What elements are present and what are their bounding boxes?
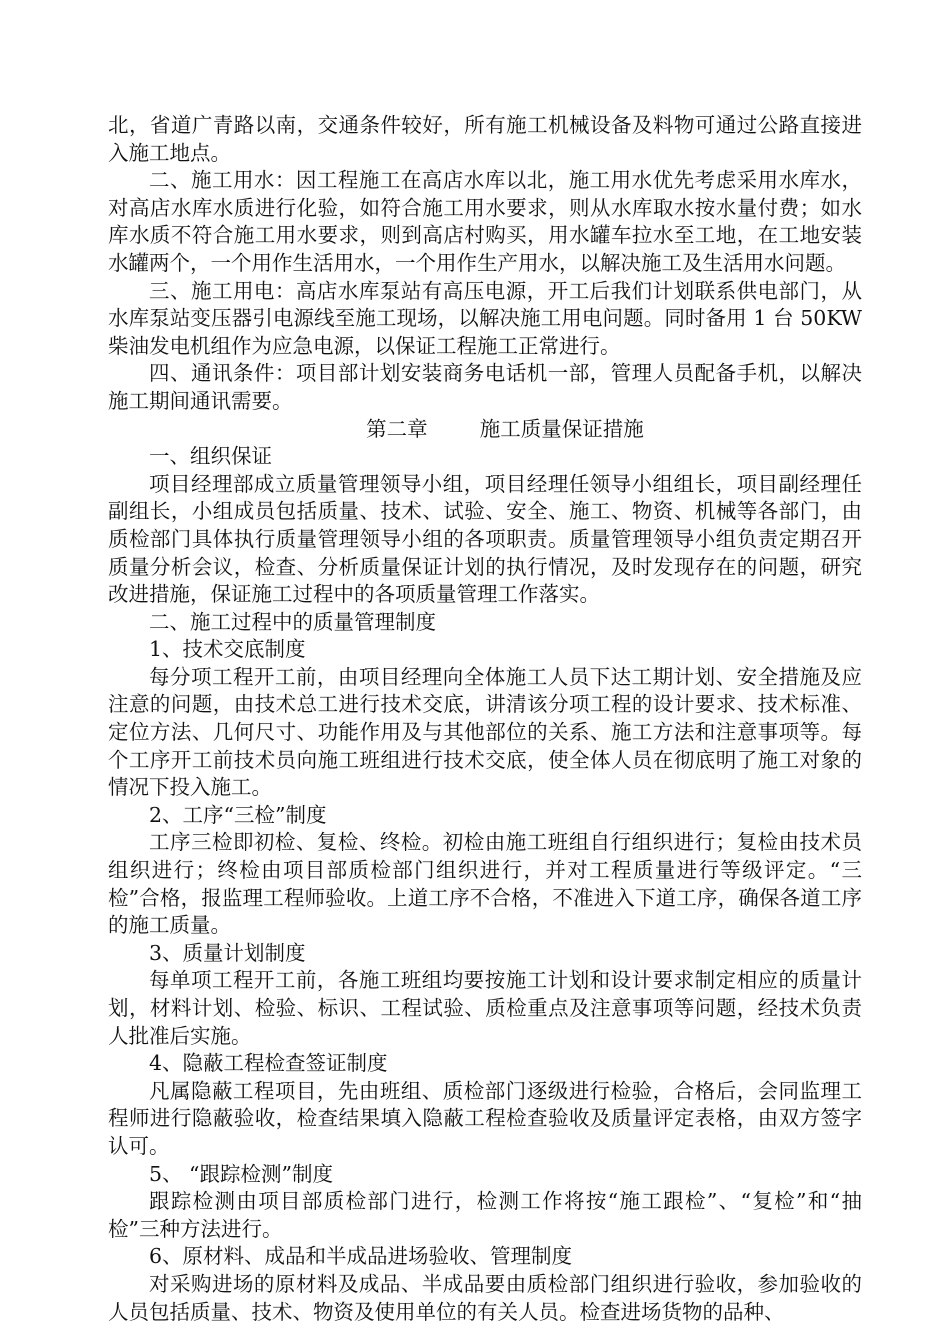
paragraph: 每单项工程开工前，各施工班组均要按施工计划和设计要求制定相应的质量计划，材料计划、检验、标识、工程试验、质检重点及注意事项等问题，经技术负责人批准后实施。	[108, 968, 862, 1048]
subsection-heading: 4、隐蔽工程检查签证制度	[149, 1051, 388, 1076]
section-heading: 二、施工过程中的质量管理制度	[149, 609, 436, 634]
paragraph-construction-water: 二、施工用水：因工程施工在高店水库以北，施工用水优先考虑采用水库水，对高店水库水质进行化验，如符合施工用水要求，则从水库取水按水量付费；如水库水质不符合施工用水要求，则到高店村购买，用水罐车拉水至工地，在工地安装水罐两个，一个用作生活用水，一个用作生产用水，以解决施工及生活用水问题。	[108, 168, 862, 275]
paragraph: 工序三检即初检、复检、终检。初检由施工班组自行组织进行；复检由技术员组织进行；终检由项目部质检部门组织进行，并对工程质量进行等级评定。“三检”合格，报监理工程师验收。上道工序不合格，不准进入下道工序，确保各道工序的施工质量。	[108, 830, 862, 938]
paragraph: 北，省道广青路以南，交通条件较好，所有施工机械设备及料物可通过公路直接进入施工地点。	[108, 113, 862, 165]
subsection-heading: 3、质量计划制度	[149, 940, 306, 965]
paragraph: 项目经理部成立质量管理领导小组，项目经理任领导小组组长，项目副经理任副组长，小组成员包括质量、技术、试验、安全、施工、物资、机械等各部门，由质检部门具体执行质量管理领导小组的各项职责。质量管理领导小组负责定期召开质量分析会议，检查、分析质量保证计划的执行情况，及时发现存在的问题，研究改进措施，保证施工过程中的各项质量管理工作落实。	[108, 471, 862, 607]
paragraph: 跟踪检测由项目部质检部门进行，检测工作将按“施工跟检”、“复检”和“抽检”三种方法进行。	[108, 1189, 862, 1241]
chapter-title: 第二章 施工质量保证措施	[366, 416, 644, 441]
paragraph-construction-power: 三、施工用电：高店水库泵站有高压电源，开工后我们计划联系供电部门，从水库泵站变压器引电源线至施工现场，以解决施工用电问题。同时备用 1 台 50KW 柴油发电机组作为应急电源，以保证工程施工正常进行。	[108, 278, 862, 358]
paragraph-communication: 四、通讯条件：项目部计划安装商务电话机一部，管理人员配备手机，以解决施工期间通讯需要。	[108, 361, 862, 413]
paragraph: 凡属隐蔽工程项目，先由班组、质检部门逐级进行检验，合格后，会同监理工程师进行隐蔽验收，检查结果填入隐蔽工程检查验收及质量评定表格，由双方签字认可。	[108, 1078, 862, 1158]
subsection-heading: 6、原材料、成品和半成品进场验收、管理制度	[149, 1244, 573, 1269]
paragraph: 对采购进场的原材料及成品、半成品要由质检部门组织进行验收，参加验收的人员包括质量、技术、物资及使用单位的有关人员。检查进场货物的品种、	[108, 1271, 862, 1324]
section-heading: 一、组织保证	[149, 444, 272, 469]
paragraph: 每分项工程开工前，由项目经理向全体施工人员下达工期计划、安全措施及应注意的问题，由技术总工进行技术交底，讲清该分项工程的设计要求、技术标准、定位方法、几何尺寸、功能作用及与其他部位的关系、施工方法和注意事项等。每个工序开工前技术员向施工班组进行技术交底，使全体人员在彻底明了施工对象的情况下投入施工。	[108, 664, 862, 800]
subsection-heading: 2、工序“三检”制度	[149, 802, 327, 827]
subsection-heading: 5、 “跟踪检测”制度	[149, 1161, 334, 1186]
document-body	[108, 112, 862, 1326]
subsection-heading: 1、技术交底制度	[149, 637, 306, 662]
